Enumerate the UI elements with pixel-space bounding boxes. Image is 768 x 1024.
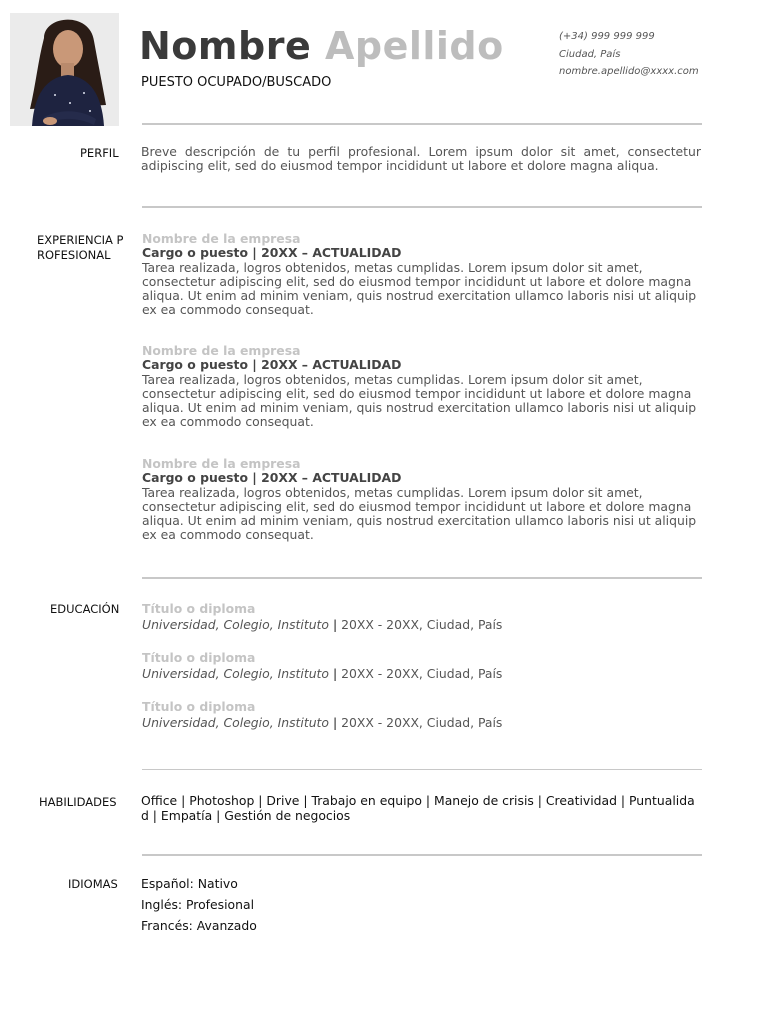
section-label-profile: PERFIL [80, 146, 119, 160]
job-role: Cargo o puesto | 20XX – ACTUALIDAD [142, 357, 402, 373]
education-details [142, 617, 702, 633]
job-position: PUESTO OCUPADO/BUSCADO [141, 75, 332, 90]
company-name: Nombre de la empresa [142, 231, 301, 246]
divider [142, 577, 702, 579]
company-name: Nombre de la empresa [142, 343, 301, 358]
section-label-experience-line2: ROFESIONAL [37, 247, 111, 262]
education-dates-place: 20XX - 20XX, Ciudad, País [341, 666, 503, 681]
first-name: Nombre [139, 24, 312, 68]
education-entry [142, 650, 702, 682]
education-entry [142, 699, 702, 731]
job-description: Tarea realizada, logros obtenidos, metas cumplidas. Lorem ipsum dolor sit amet, consectetur adipiscing elit, sed do eiusmod tempor incididunt ut labore et dolore magna aliqua. Ut enim ad minim veniam, quis nostrud exercitation ullamco laboris nisi ut aliquip ex ea commodo consequat. [142, 259, 697, 318]
contact-phone: (+34) 999 999 999 [559, 31, 655, 42]
divider [142, 206, 702, 208]
contact-email[interactable]: nombre.apellido@xxxx.com [559, 66, 699, 77]
degree-title: Título o diploma [142, 699, 256, 714]
section-label-skills: HABILIDADES [39, 795, 117, 809]
profile-text: Breve descripción de tu perfil profesional. Lorem ipsum dolor sit amet, consectetur adipiscing elit, sed do eiusmod tempor incididunt ut labore et dolore magna aliqua. [141, 144, 701, 174]
education-dates-place: 20XX - 20XX, Ciudad, País [341, 617, 503, 632]
divider [142, 769, 702, 770]
education-dates-place: 20XX - 20XX, Ciudad, País [341, 715, 503, 730]
degree-title: Título o diploma [142, 601, 256, 616]
separator: | [332, 715, 338, 730]
job-description: Tarea realizada, logros obtenidos, metas cumplidas. Lorem ipsum dolor sit amet, consectetur adipiscing elit, sed do eiusmod tempor incididunt ut labore et dolore magna aliqua. Ut enim ad minim veniam, quis nostrud exercitation ullamco laboris nisi ut aliquip ex ea commodo consequat. [142, 371, 697, 430]
education-details [142, 715, 702, 731]
separator: | [332, 617, 338, 632]
contact-location: Ciudad, País [559, 48, 621, 60]
language-item: Inglés: Profesional [141, 897, 255, 912]
experience-entry [142, 232, 702, 318]
company-name: Nombre de la empresa [142, 456, 301, 471]
education-entry [142, 601, 702, 633]
section-label-education: EDUCACIÓN [50, 602, 120, 616]
institution-name: Universidad, Colegio, Instituto [142, 666, 329, 681]
section-label-languages: IDIOMAS [68, 877, 118, 891]
skills-list: Office | Photoshop | Drive | Trabajo en equipo | Manejo de crisis | Creatividad | Puntualidad | Empatía | Gestión de negocios [141, 793, 695, 823]
degree-title: Título o diploma [142, 650, 256, 665]
profile-photo-illustration [10, 13, 119, 126]
separator: | [332, 666, 338, 681]
divider [142, 854, 702, 856]
experience-entry [142, 344, 702, 430]
experience-entry [142, 457, 702, 543]
institution-name: Universidad, Colegio, Instituto [142, 715, 329, 730]
profile-photo [10, 13, 119, 126]
job-role: Cargo o puesto | 20XX – ACTUALIDAD [142, 245, 402, 261]
last-name: Apellido [324, 24, 504, 68]
education-details [142, 666, 702, 682]
institution-name: Universidad, Colegio, Instituto [142, 617, 329, 632]
section-label-experience [37, 233, 123, 262]
divider [142, 123, 702, 125]
job-description: Tarea realizada, logros obtenidos, metas cumplidas. Lorem ipsum dolor sit amet, consectetur adipiscing elit, sed do eiusmod tempor incididunt ut labore et dolore magna aliqua. Ut enim ad minim veniam, quis nostrud exercitation ullamco laboris nisi ut aliquip ex ea commodo consequat. [142, 484, 697, 543]
section-label-experience-line1: EXPERIENCIA P [37, 233, 124, 247]
job-role: Cargo o puesto | 20XX – ACTUALIDAD [142, 470, 402, 486]
contact-info [559, 28, 699, 81]
language-item: Español: Nativo [141, 876, 238, 891]
full-name [139, 24, 504, 68]
language-item: Francés: Avanzado [141, 918, 257, 933]
